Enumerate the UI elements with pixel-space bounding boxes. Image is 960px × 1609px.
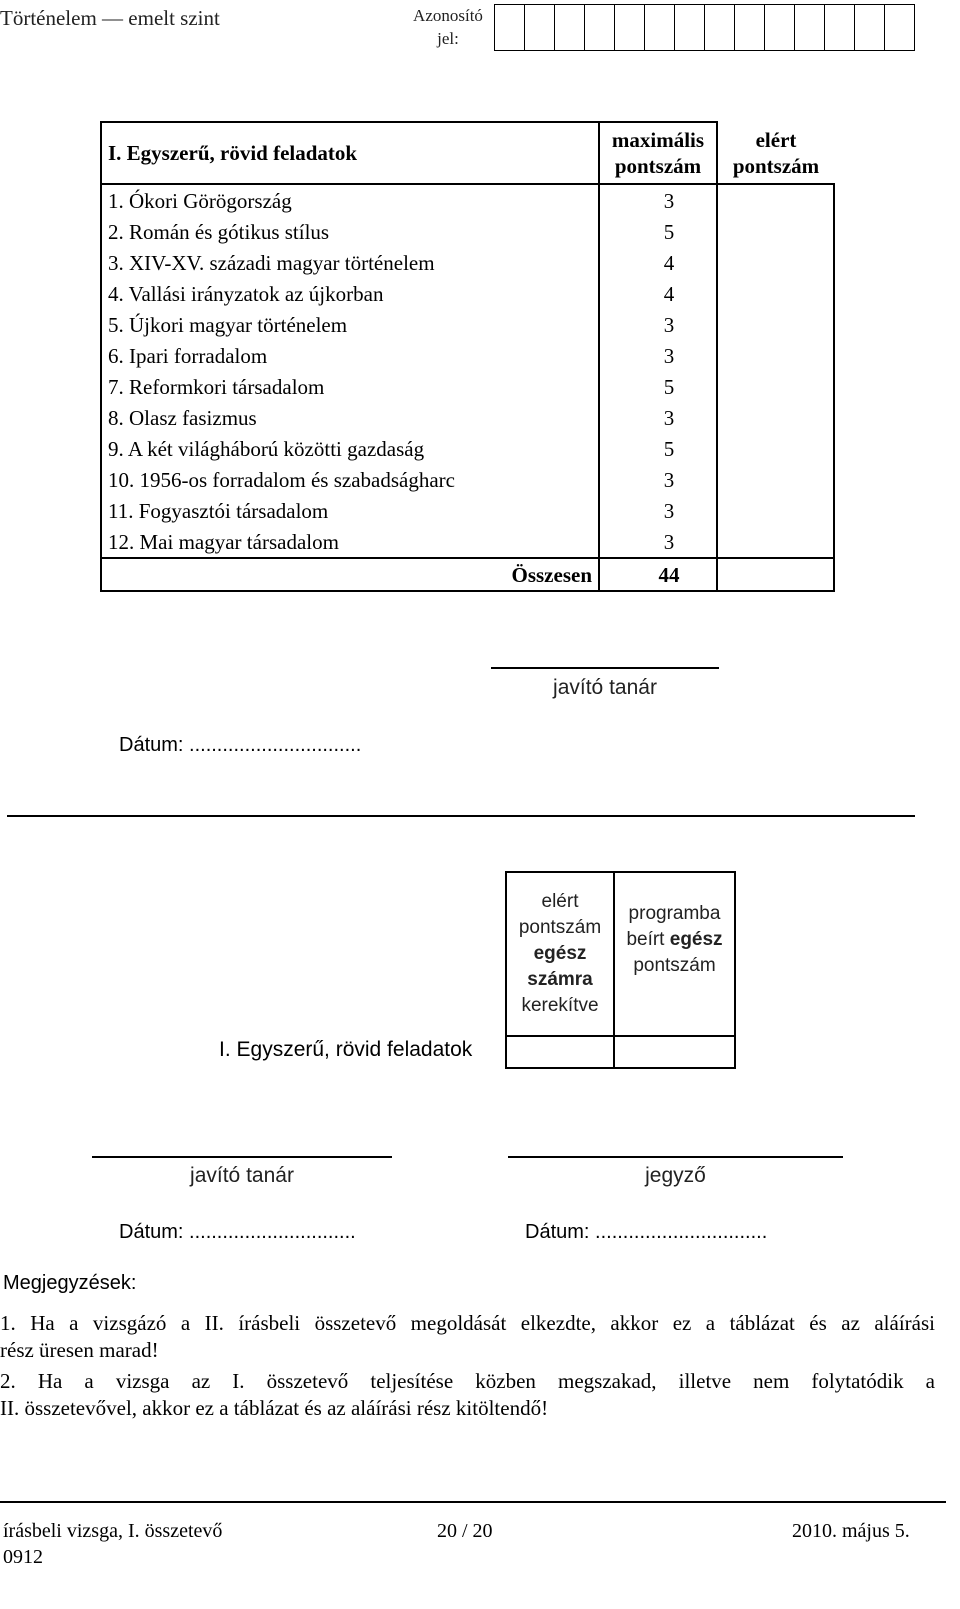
identifier-box[interactable] xyxy=(644,4,675,51)
section-title: I. Egyszerű, rövid feladatok xyxy=(101,122,599,184)
earned-points-cell[interactable] xyxy=(717,433,834,464)
max-points: 4 xyxy=(599,278,717,309)
earned-points-cell[interactable] xyxy=(717,464,834,495)
signature-line[interactable] xyxy=(491,667,719,669)
earned-points-cell[interactable] xyxy=(717,278,834,309)
identifier-box[interactable] xyxy=(794,4,825,51)
footer-rule xyxy=(0,1501,946,1503)
table-row xyxy=(101,340,834,371)
footer-code: 0912 xyxy=(3,1546,43,1568)
identifier-label: Azonosító jel: xyxy=(413,6,483,48)
task-label: 8. Olasz fasizmus xyxy=(101,402,599,433)
teacher-date-field[interactable]: Dátum: .............................. xyxy=(119,1221,356,1243)
teacher-signature-label: javító tanár xyxy=(190,1164,294,1187)
task-label: 10. 1956-os forradalom és szabadságharc xyxy=(101,464,599,495)
earned-points-cell[interactable] xyxy=(717,371,834,402)
task-label: 1. Ókori Görögország xyxy=(101,184,599,216)
task-label: 7. Reformkori társadalom xyxy=(101,371,599,402)
note-1-line-1: 1. Ha a vizsgázó a II. írásbeli összetevő megoldását elkezdte, akkor ez a táblázat és az aláírási xyxy=(0,1311,935,1335)
note-1-line-2: rész üresen marad! xyxy=(0,1338,159,1362)
empty-cell xyxy=(213,872,506,1036)
earned-points-cell[interactable] xyxy=(717,340,834,371)
earned-points-cell[interactable] xyxy=(717,526,834,558)
table-row xyxy=(101,402,834,433)
page-header-title: Történelem — emelt szint xyxy=(0,6,220,30)
identifier-box[interactable] xyxy=(764,4,795,51)
identifier-box[interactable] xyxy=(824,4,855,51)
task-label: 11. Fogyasztói társadalom xyxy=(101,495,599,526)
max-points: 3 xyxy=(599,495,717,526)
identifier-box[interactable] xyxy=(584,4,615,51)
earned-points-cell[interactable] xyxy=(717,309,834,340)
table-row xyxy=(101,216,834,247)
section-divider xyxy=(7,815,915,817)
rounded-header-b: egész számra xyxy=(527,943,593,990)
notary-signature-label: jegyző xyxy=(645,1164,706,1187)
category-label: I. Egyszerű, rövid feladatok xyxy=(219,1038,473,1061)
notes-heading: Megjegyzések: xyxy=(3,1272,137,1294)
max-points: 3 xyxy=(599,340,717,371)
table-row xyxy=(101,464,834,495)
max-points: 3 xyxy=(599,402,717,433)
signature-label: javító tanár xyxy=(553,676,657,699)
max-points: 5 xyxy=(599,371,717,402)
teacher-signature-line[interactable] xyxy=(92,1156,392,1158)
footer-exam-label: írásbeli vizsga, I. összetevő xyxy=(3,1520,223,1542)
footer-date: 2010. május 5. xyxy=(792,1520,910,1542)
table-row xyxy=(101,371,834,402)
max-points: 3 xyxy=(599,309,717,340)
identifier-box[interactable] xyxy=(734,4,765,51)
rounded-score-table xyxy=(213,871,736,1069)
identifier-box[interactable] xyxy=(704,4,735,51)
earned-points-header: elért pontszám xyxy=(717,122,834,184)
identifier-box[interactable] xyxy=(674,4,705,51)
max-points: 5 xyxy=(599,433,717,464)
task-label: 9. A két világháború közötti gazdaság xyxy=(101,433,599,464)
note-2-line-2: II. összetevővel, akkor ez a táblázat és az aláírási rész kitöltendő! xyxy=(0,1396,549,1420)
task-label: 12. Mai magyar társadalom xyxy=(101,526,599,558)
table-row xyxy=(101,278,834,309)
date-field[interactable]: Dátum: ............................... xyxy=(119,734,362,756)
identifier-box[interactable] xyxy=(494,4,525,51)
program-points-header xyxy=(614,872,735,1036)
identifier-box[interactable] xyxy=(884,4,915,51)
task-label: 2. Román és gótikus stílus xyxy=(101,216,599,247)
rounded-points-cell[interactable] xyxy=(506,1036,614,1068)
earned-points-cell[interactable] xyxy=(717,495,834,526)
identifier-box[interactable] xyxy=(854,4,885,51)
table-row xyxy=(101,309,834,340)
earned-points-cell[interactable] xyxy=(717,184,834,216)
earned-points-cell[interactable] xyxy=(717,216,834,247)
rounded-header-c: kerekítve xyxy=(521,995,599,1016)
identifier-box[interactable] xyxy=(524,4,555,51)
max-points: 5 xyxy=(599,216,717,247)
program-points-cell[interactable] xyxy=(614,1036,735,1068)
task-label: 4. Vallási irányzatok az újkorban xyxy=(101,278,599,309)
earned-points-cell[interactable] xyxy=(717,247,834,278)
table-row xyxy=(101,433,834,464)
earned-points-cell[interactable] xyxy=(717,402,834,433)
score-table xyxy=(100,121,835,592)
page-number: 20 / 20 xyxy=(437,1520,493,1542)
table-row xyxy=(101,247,834,278)
task-label: 6. Ipari forradalom xyxy=(101,340,599,371)
max-points: 4 xyxy=(599,247,717,278)
task-label: 3. XIV-XV. századi magyar történelem xyxy=(101,247,599,278)
max-points: 3 xyxy=(599,184,717,216)
note-2-line-1: 2. Ha a vizsga az I. összetevő teljesítése közben megszakad, illetve nem folytatódik a xyxy=(0,1369,935,1393)
program-header-c: pontszám xyxy=(633,955,716,976)
total-earned-cell[interactable] xyxy=(717,558,834,591)
program-header-a: programba beírt xyxy=(626,903,721,950)
notary-date-field[interactable]: Dátum: ............................... xyxy=(525,1221,768,1243)
identifier-box[interactable] xyxy=(614,4,645,51)
notary-signature-line[interactable] xyxy=(508,1156,843,1158)
task-label: 5. Újkori magyar történelem xyxy=(101,309,599,340)
program-header-b: egész xyxy=(669,929,723,950)
table-row xyxy=(101,184,834,216)
rounded-points-header xyxy=(506,872,614,1036)
rounded-header-a: elért pontszám xyxy=(518,891,602,938)
identifier-boxes xyxy=(495,4,915,51)
total-label: Összesen xyxy=(101,558,599,591)
max-points: 3 xyxy=(599,464,717,495)
table-row xyxy=(101,526,834,558)
total-value: 44 xyxy=(599,558,717,591)
max-points-header: maximális pontszám xyxy=(599,122,717,184)
identifier-box[interactable] xyxy=(554,4,585,51)
max-points: 3 xyxy=(599,526,717,558)
table-row xyxy=(101,495,834,526)
